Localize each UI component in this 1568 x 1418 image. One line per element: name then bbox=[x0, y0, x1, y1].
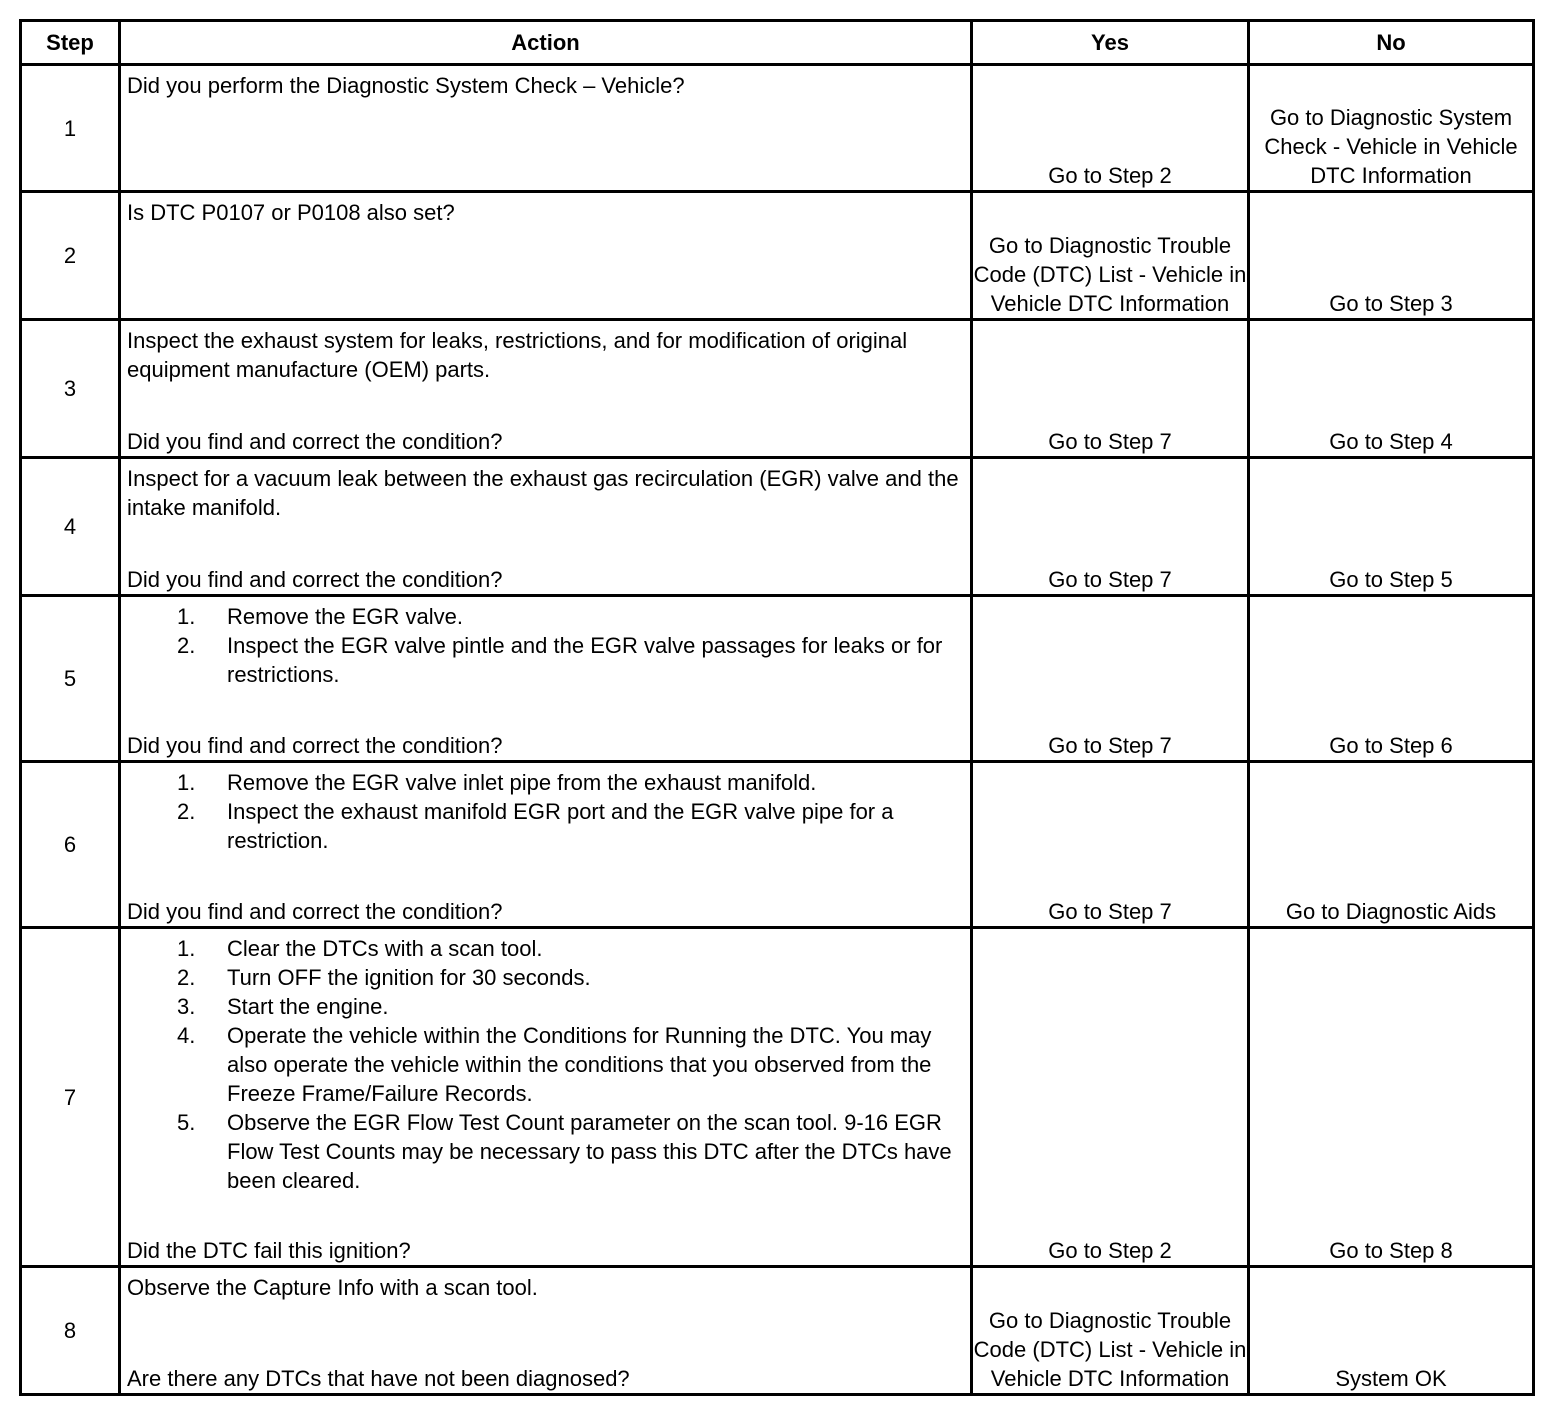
yes-result: Go to Step 7 bbox=[972, 320, 1249, 458]
table-row bbox=[21, 458, 1534, 596]
action-text: Observe the Capture Info with a scan tool. bbox=[127, 1275, 538, 1300]
action-cell bbox=[120, 762, 972, 928]
list-item-number: 2. bbox=[177, 633, 196, 658]
action-question: Did you find and correct the condition? bbox=[127, 429, 503, 454]
action-text: Did you perform the Diagnostic System Check – Vehicle? bbox=[127, 73, 685, 98]
list-item-number: 1. bbox=[177, 604, 196, 629]
list-item-text: Observe the EGR Flow Test Count parameter on the scan tool. 9-16 EGR Flow Test Counts may be necessary to pass this DTC after the DTCs have been cleared. bbox=[227, 1110, 952, 1193]
header-step: Step bbox=[21, 21, 120, 65]
list-item-number: 2. bbox=[177, 965, 196, 990]
table-row bbox=[21, 65, 1534, 192]
no-result: Go to Step 8 bbox=[1249, 928, 1534, 1267]
table-row bbox=[21, 928, 1534, 1267]
no-result: Go to Diagnostic System Check - Vehicle in Vehicle DTC Information bbox=[1249, 65, 1534, 192]
header-no: No bbox=[1249, 21, 1534, 65]
list-item-number: 2. bbox=[177, 799, 196, 824]
list-item bbox=[127, 631, 964, 689]
list-item bbox=[127, 934, 964, 963]
step-number: 8 bbox=[21, 1267, 120, 1395]
list-item-text: Turn OFF the ignition for 30 seconds. bbox=[227, 965, 591, 990]
action-text: Inspect the exhaust system for leaks, restrictions, and for modification of original equipment manufacture (OEM) parts. bbox=[127, 328, 908, 382]
list-item-number: 3. bbox=[177, 994, 196, 1019]
table-row bbox=[21, 192, 1534, 320]
step-number: 7 bbox=[21, 928, 120, 1267]
step-number: 4 bbox=[21, 458, 120, 596]
list-item bbox=[127, 797, 964, 855]
action-cell bbox=[120, 928, 972, 1267]
header-yes: Yes bbox=[972, 21, 1249, 65]
action-cell bbox=[120, 320, 972, 458]
no-result: System OK bbox=[1249, 1267, 1534, 1395]
action-question: Did you find and correct the condition? bbox=[127, 899, 503, 924]
yes-result: Go to Step 2 bbox=[972, 65, 1249, 192]
no-result: Go to Step 3 bbox=[1249, 192, 1534, 320]
list-item-number: 1. bbox=[177, 936, 196, 961]
no-result: Go to Step 5 bbox=[1249, 458, 1534, 596]
action-text: Is DTC P0107 or P0108 also set? bbox=[127, 200, 455, 225]
yes-result: Go to Step 7 bbox=[972, 762, 1249, 928]
list-item bbox=[127, 1108, 964, 1195]
action-cell bbox=[120, 1267, 972, 1395]
no-result: Go to Step 6 bbox=[1249, 596, 1534, 762]
step-number: 3 bbox=[21, 320, 120, 458]
yes-result: Go to Diagnostic Trouble Code (DTC) List - Vehicle in Vehicle DTC Information bbox=[972, 192, 1249, 320]
list-item-text: Start the engine. bbox=[227, 994, 389, 1019]
list-item-number: 1. bbox=[177, 770, 196, 795]
action-question: Are there any DTCs that have not been diagnosed? bbox=[127, 1366, 630, 1391]
table-row bbox=[21, 596, 1534, 762]
list-item-text: Remove the EGR valve inlet pipe from the exhaust manifold. bbox=[227, 770, 817, 795]
list-item bbox=[127, 768, 964, 797]
table-row bbox=[21, 320, 1534, 458]
action-text: Inspect for a vacuum leak between the exhaust gas recirculation (EGR) valve and the intake manifold. bbox=[127, 466, 959, 520]
list-item-number: 5. bbox=[177, 1110, 196, 1135]
yes-result: Go to Step 7 bbox=[972, 458, 1249, 596]
header-action: Action bbox=[120, 21, 972, 65]
action-question: Did you find and correct the condition? bbox=[127, 733, 503, 758]
no-result: Go to Step 4 bbox=[1249, 320, 1534, 458]
action-cell bbox=[120, 192, 972, 320]
action-cell bbox=[120, 458, 972, 596]
action-question: Did you find and correct the condition? bbox=[127, 567, 503, 592]
action-cell bbox=[120, 596, 972, 762]
list-item-text: Inspect the EGR valve pintle and the EGR valve passages for leaks or for restrictions. bbox=[227, 633, 943, 687]
list-item-text: Clear the DTCs with a scan tool. bbox=[227, 936, 543, 961]
list-item bbox=[127, 1021, 964, 1108]
action-step-list bbox=[127, 768, 964, 855]
step-number: 1 bbox=[21, 65, 120, 192]
action-step-list bbox=[127, 602, 964, 689]
table-row bbox=[21, 762, 1534, 928]
action-question: Did the DTC fail this ignition? bbox=[127, 1238, 411, 1263]
step-number: 6 bbox=[21, 762, 120, 928]
action-step-list bbox=[127, 934, 964, 1195]
step-number: 2 bbox=[21, 192, 120, 320]
step-number: 5 bbox=[21, 596, 120, 762]
action-cell bbox=[120, 65, 972, 192]
yes-result: Go to Step 2 bbox=[972, 928, 1249, 1267]
list-item-number: 4. bbox=[177, 1023, 196, 1048]
yes-result: Go to Step 7 bbox=[972, 596, 1249, 762]
list-item-text: Remove the EGR valve. bbox=[227, 604, 463, 629]
list-item-text: Operate the vehicle within the Conditions for Running the DTC. You may also operate the vehicle within the conditions that you observed from the Freeze Frame/Failure Records. bbox=[227, 1023, 932, 1106]
diagnostic-table bbox=[19, 19, 1535, 1396]
table-row bbox=[21, 1267, 1534, 1395]
list-item bbox=[127, 602, 964, 631]
list-item bbox=[127, 992, 964, 1021]
header-row bbox=[21, 21, 1534, 65]
list-item bbox=[127, 963, 964, 992]
list-item-text: Inspect the exhaust manifold EGR port and the EGR valve pipe for a restriction. bbox=[227, 799, 894, 853]
yes-result: Go to Diagnostic Trouble Code (DTC) List - Vehicle in Vehicle DTC Information bbox=[972, 1267, 1249, 1395]
no-result: Go to Diagnostic Aids bbox=[1249, 762, 1534, 928]
